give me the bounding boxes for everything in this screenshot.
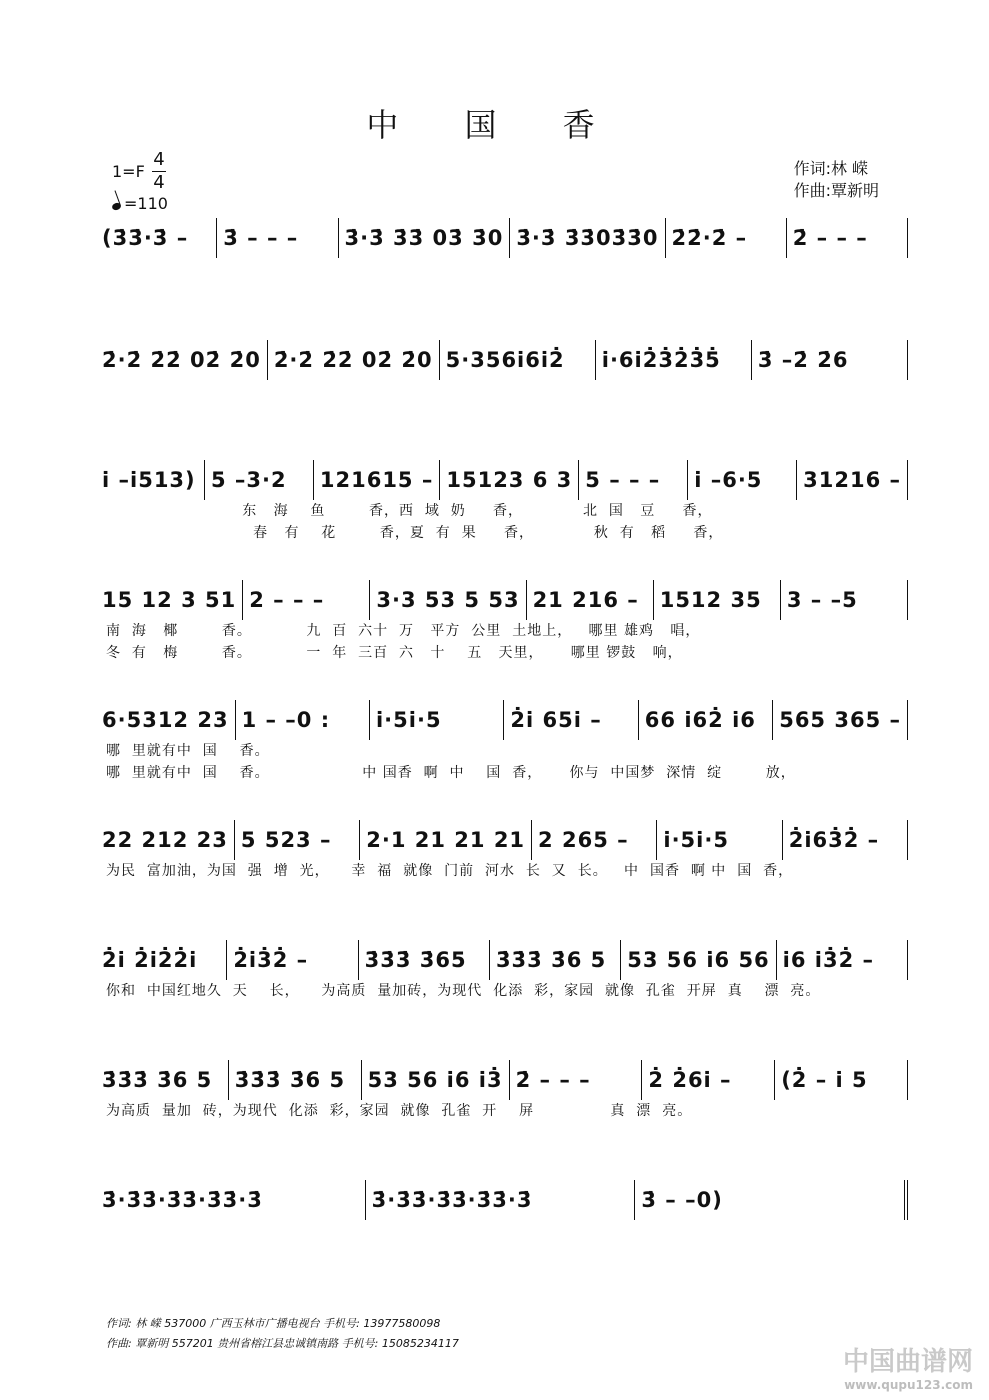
lyric-line: 东 海 鱼 香，西 域 奶 香， 北 国 豆 香， — [106, 503, 713, 519]
measure: 2̇i̇3̇2̇ – — [227, 940, 358, 980]
credits — [794, 158, 879, 202]
measure: 2̇·2̇ 2̇2̇ 02̇ 2̇0 — [268, 340, 440, 380]
quarter-note-icon — [111, 202, 122, 212]
measure: 21 216 – — [527, 580, 654, 620]
measure: 2̇i̇ 2̇i̇2̇2̇i̇ — [96, 940, 227, 980]
notes-row — [96, 820, 908, 860]
measure: 53 56 i̇6 56 — [621, 940, 776, 980]
measure: (2̇ – i̇ 5 — [775, 1060, 908, 1100]
measure: 3̇·3̇ 3̇3̇ 03̇ 3̇0 — [339, 218, 511, 258]
measure: i̇·6i̇2̇3̇2̇3̇5̇ — [596, 340, 752, 380]
measure: 2̇i̇63̇2̇ – — [783, 820, 908, 860]
measure: 66 i̇62̇ i̇6 — [639, 700, 773, 740]
page-title: 中 国 香 — [366, 106, 623, 144]
staff-system — [96, 940, 908, 1002]
measure: i̇6 i̇3̇2̇ – — [777, 940, 908, 980]
measure: 53 56 i̇6 i̇3̇ — [362, 1060, 510, 1100]
measure: i̇·5i̇·5 — [657, 820, 782, 860]
measure: 3·3 53 5 53 — [370, 580, 526, 620]
measure: 2̇ – – – — [510, 1060, 643, 1100]
measure: 2 – – – — [243, 580, 370, 620]
lyric-line: 哪 里就有中 国 香。 中 国香 啊 中 国 香， 你与 中国梦 深情 绽 放， — [106, 765, 796, 781]
measure: 121615 – — [314, 460, 440, 500]
measure: 1512 35 — [654, 580, 781, 620]
measure: i̇ –i̇513) — [96, 460, 205, 500]
staff-system — [96, 1180, 908, 1220]
measure: 22 212 23 — [96, 820, 235, 860]
measure: 3 – –5 — [781, 580, 908, 620]
measure: 6·5312 23 — [96, 700, 236, 740]
measure: 565 365 – — [773, 700, 908, 740]
measure: 3̇3̇3̇ 3̇65 — [359, 940, 490, 980]
measure: 2̇i̇ 65i̇ – — [504, 700, 638, 740]
measure: 3̇ –2̇ 2̇6 — [752, 340, 908, 380]
measure: 3̇3̇3̇ 3̇6 5 — [229, 1060, 362, 1100]
footer-line: 作曲: 覃新明 557201 贵州省榕江县忠诚镇南路 手机号: 15085234117 — [106, 1337, 459, 1350]
measure: 3̇·3̇3̇·3̇3̇·3̇3̇·3̇ — [366, 1180, 636, 1220]
staff-system — [96, 1060, 908, 1122]
measure: (3̇3̇·3̇ – — [96, 218, 217, 258]
staff-system — [96, 340, 908, 380]
footer-line: 作词: 林 嵘 537000 广西玉林市广播电视台 手机号: 13977580098 — [106, 1317, 441, 1330]
notes-row — [96, 700, 908, 740]
lyric-line: 哪 里就有中 国 香。 — [106, 743, 270, 759]
notes-row — [96, 1060, 908, 1100]
measure: 5 523 – — [235, 820, 360, 860]
measure: 2·1 21 21 21 — [360, 820, 532, 860]
notes-row — [96, 940, 908, 980]
lyricist: 作词:林 嵘 — [793, 159, 869, 178]
lyric-line: 南 海 椰 香。 九 百 六十 万 平方 公里 土地上， 哪里 雄鸡 唱， — [106, 623, 701, 639]
measure: 3̇ – –0) — [635, 1180, 908, 1220]
measure: 2̇ 2̇6i̇ – — [642, 1060, 775, 1100]
measure: i̇ –6·5 — [688, 460, 797, 500]
measure: 3̇·3̇3̇·3̇3̇·3̇3̇·3̇ — [96, 1180, 366, 1220]
measure: 5 –3·2 — [205, 460, 314, 500]
measure: 2̇ – – – — [787, 218, 908, 258]
staff-system — [96, 580, 908, 664]
notes-row — [96, 1180, 908, 1220]
key-signature: 1=F — [112, 162, 145, 181]
tempo-marking — [112, 194, 168, 213]
staff-system — [96, 218, 908, 258]
notes-row — [96, 340, 908, 380]
composer: 作曲:覃新明 — [793, 181, 879, 200]
notes-row — [96, 580, 908, 620]
measure: 15 12 3 51 — [96, 580, 243, 620]
notes-row — [96, 460, 908, 500]
watermark-logo — [843, 1341, 973, 1392]
lyric-line: 你和 中国红地久 天 长， 为高质 量加砖，为现代 化添 彩，家园 就像 孔雀 开屏 真 漂 亮。 — [106, 983, 821, 999]
footer-contacts — [106, 1314, 459, 1354]
measure: 15123 6 3 — [440, 460, 579, 500]
lyric-line: 为民 富加油，为国 强 增 光， 幸 福 就像 门前 河水 长 又 长。 中 国香 啊 中 国 香， — [106, 863, 794, 879]
measure: 3̇3̇3̇ 3̇6 5 — [490, 940, 621, 980]
measure: 5·356i̇6i̇2̇ — [440, 340, 596, 380]
measure: 5 – – – — [579, 460, 688, 500]
measure: i̇·5i̇·5 — [370, 700, 504, 740]
watermark-brand: 中国曲谱网 — [842, 1347, 973, 1377]
staff-system — [96, 460, 908, 544]
measure: 3̇·3̇ 3̇3̇03̇3̇0 — [510, 218, 665, 258]
lyric-line: 春 有 花 香，夏 有 果 香， 秋 有 稻 香， — [106, 525, 724, 541]
lyric-line: 冬 有 梅 香。 一 年 三百 六 十 五 天里， 哪里 锣鼓 响， — [106, 645, 683, 661]
measure: 3̇3̇3̇ 3̇6 5 — [96, 1060, 229, 1100]
measure: 1 – –0 : — [236, 700, 370, 740]
notes-row — [96, 218, 908, 258]
measure: 3̇ – – – — [217, 218, 338, 258]
staff-system — [96, 700, 908, 784]
time-sig-bottom: 4 — [153, 172, 165, 193]
measure: 31216 – — [797, 460, 908, 500]
measure: 2̇·2̇ 2̇2̇ 02̇ 2̇0 — [96, 340, 268, 380]
staff-system — [96, 820, 908, 882]
lyric-line: 为高质 量加 砖，为现代 化添 彩，家园 就像 孔雀 开 屏 真 漂 亮。 — [106, 1103, 693, 1119]
tempo-value: =110 — [124, 194, 168, 213]
measure: 2̇2̇·2̇ – — [666, 218, 787, 258]
measure: 2 265 – — [532, 820, 657, 860]
time-sig-top: 4 — [153, 149, 165, 170]
time-signature — [152, 150, 166, 193]
watermark-url: www.qupu123.com — [844, 1378, 973, 1392]
